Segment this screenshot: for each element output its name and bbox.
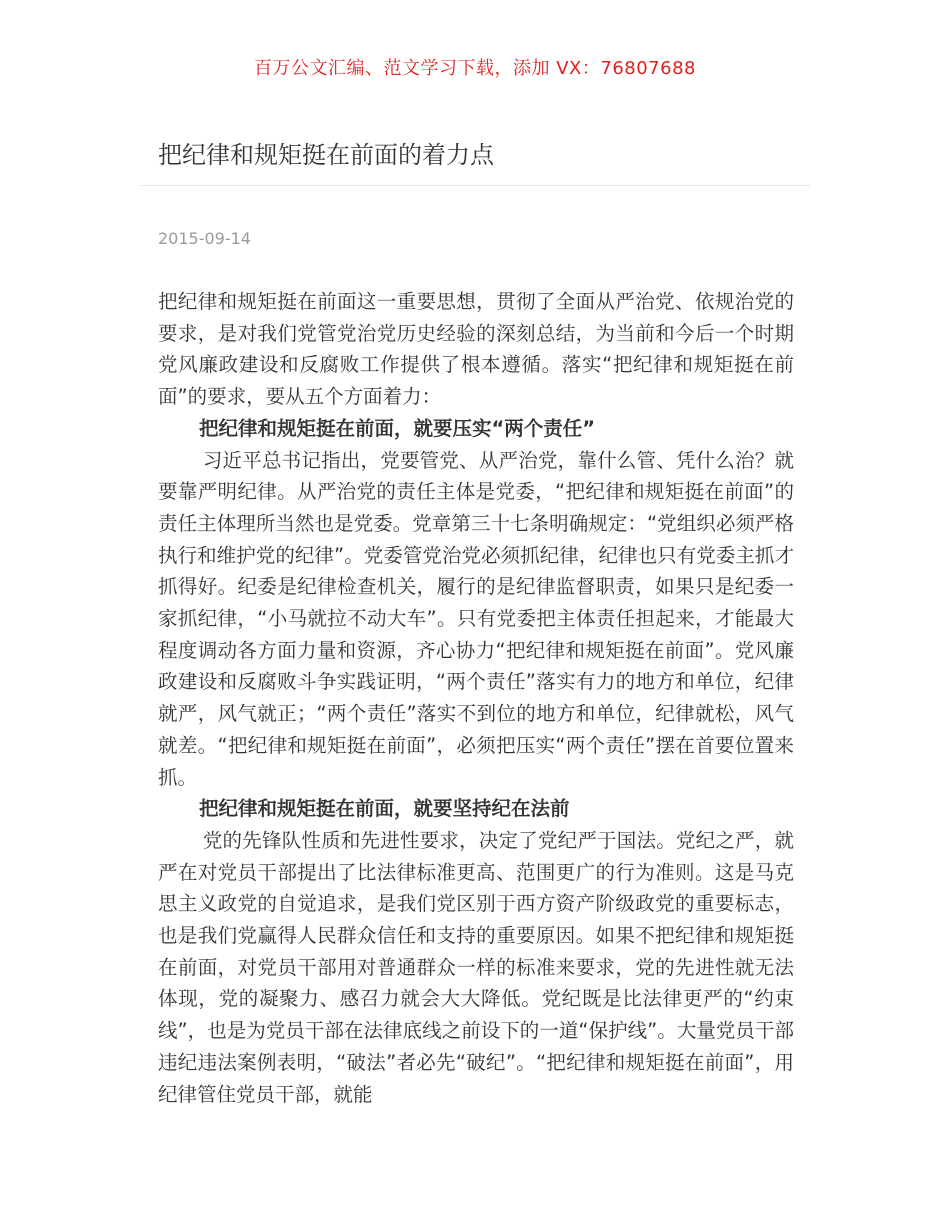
article-title: 把纪律和规矩挺在前面的着力点 <box>158 141 494 169</box>
publish-date: 2015-09-14 <box>158 229 251 248</box>
promo-banner: 百万公文汇编、范文学习下载，添加 VX：76807688 <box>254 58 696 79</box>
article-body <box>158 286 794 1110</box>
intro-paragraph: 把纪律和规矩挺在前面这一重要思想，贯彻了全面从严治党、依规治党的要求，是对我们党管党治党历史经验的深刻总结，为当前和今后一个时期党风廉政建设和反腐败工作提供了根本遵循。落实“把纪律和规矩挺在前面”的要求，要从五个方面着力： <box>158 290 794 409</box>
section-paragraph: 党的先锋队性质和先进性要求，决定了党纪严于国法。党纪之严，就严在对党员干部提出了比法律标准更高、范围更广的行为准则。这是马克思主义政党的自觉追求，是我们党区别于西方资产阶级政党的重要标志，也是我们党赢得人民群众信任和支持的重要原因。如果不把纪律和规矩挺在前面，对党员干部用对普通群众一样的标准来要求，党的先进性就无法体现，党的凝聚力、感召力就会大大降低。党纪既是比法律更严的“约束线”，也是为党员干部在法律底线之前设下的一道“保护线”。大量党员干部违纪违法案例表明，“破法”者必先“破纪”。“把纪律和规矩挺在前面”，用纪律管住党员干部，就能 <box>158 828 794 1106</box>
section-heading: 把纪律和规矩挺在前面，就要压实“两个责任” <box>198 416 596 440</box>
title-divider <box>140 185 810 186</box>
section-heading: 把纪律和规矩挺在前面，就要坚持纪在法前 <box>198 797 570 821</box>
section-paragraph: 习近平总书记指出，党要管党、从严治党，靠什么管、凭什么治？就要靠严明纪律。从严治党的责任主体是党委，“把纪律和规矩挺在前面”的责任主体理所当然也是党委。党章第三十七条明确规定：“党组织必须严格执行和维护党的纪律”。党委管党治党必须抓纪律，纪律也只有党委主抓才抓得好。纪委是纪律检查机关，履行的是纪律监督职责，如果只是纪委一家抓纪律，“小马就拉不动大车”。只有党委把主体责任担起来，才能最大程度调动各方面力量和资源，齐心协力“把纪律和规矩挺在前面”。党风廉政建设和反腐败斗争实践证明，“两个责任”落实有力的地方和单位，纪律就严，风气就正；“两个责任”落实不到位的地方和单位，纪律就松，风气就差。“把纪律和规矩挺在前面”，必须把压实“两个责任”摆在首要位置来抓。 <box>158 448 794 789</box>
